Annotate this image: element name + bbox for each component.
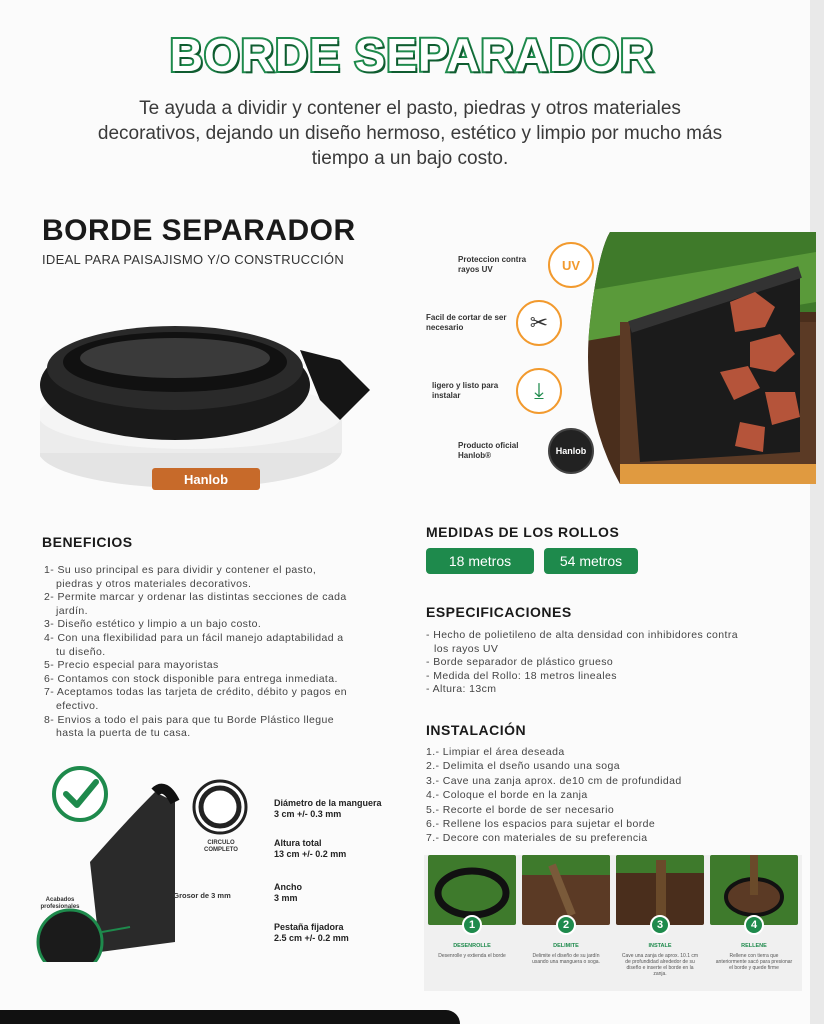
feature-light: [432, 368, 562, 414]
step-desc: Desenrolle y extienda el borde: [438, 953, 506, 959]
product-title: BORDE SEPARADOR: [42, 214, 356, 247]
border-diagram: [30, 762, 280, 962]
benefits-list: [44, 564, 394, 741]
install-list: [426, 745, 806, 846]
list-item: 6.- Rellene los espacios para sujetar el borde: [426, 818, 656, 831]
circle-label: CIRCULO COMPLETO: [204, 840, 238, 853]
install-steps-strip: [424, 855, 802, 991]
brand-label: Hanlob: [183, 472, 229, 487]
size-option-54: 54 metros: [544, 548, 638, 574]
sizes-title: MEDIDAS DE LOS ROLLOS: [426, 524, 620, 540]
scissors-icon: ✂: [516, 300, 562, 346]
specs-list: [426, 629, 806, 697]
list-item: 6- Contamos con stock disponible para entrega inmediata.: [44, 672, 338, 685]
step-3: [616, 855, 704, 977]
list-item: 7.- Decore con materiales de su preferencia: [426, 832, 648, 845]
headline-subtitle: Te ayuda a dividir y contener el pasto, piedras y otros materiales decorativos, dejando un diseño hermoso, estético y limpio por mucho más tiempo a un bajo costo.: [97, 98, 723, 169]
spec-height: Altura total 13 cm +/- 0.2 mm: [274, 838, 347, 859]
list-item: - Medida del Rollo: 18 metros lineales: [426, 669, 617, 682]
list-item: - Borde separador de plástico grueso: [426, 656, 614, 669]
spec-flange: Pestaña fijadora 2.5 cm +/- 0.2 mm: [274, 922, 349, 943]
feature-uv: [458, 242, 594, 288]
finish-label: Acabados profesionales: [40, 897, 80, 910]
side-strip: [810, 0, 824, 1024]
download-box-icon: ⤓: [516, 368, 562, 414]
specs-title: ESPECIFICACIONES: [426, 604, 572, 620]
list-item: 1- Su uso principal es para dividir y contener el pasto,: [44, 564, 317, 576]
list-item: 2- Permite marcar y ordenar las distintas secciones de cada: [44, 591, 347, 604]
step-title: DESENROLLE: [453, 943, 491, 949]
product-subtitle: IDEAL PARA PAISAJISMO Y/O CONSTRUCCIÓN: [42, 252, 345, 267]
list-item: 4.- Coloque el borde en la zanja: [426, 789, 588, 802]
feature-official: [458, 428, 594, 474]
benefits-title: BENEFICIOS: [42, 534, 133, 550]
feature-cut-label: Facil de cortar de ser necesario: [426, 313, 507, 332]
product-roll-image: [40, 290, 390, 500]
step-4: [710, 855, 798, 971]
feature-official-label: Producto oficial Hanlob®: [458, 441, 519, 460]
list-item: 4- Con una flexibilidad para un fácil manejo adaptabilidad a: [44, 631, 344, 644]
list-item: 5.- Recorte el borde de ser necesario: [426, 803, 615, 816]
step-title: INSTALE: [648, 943, 672, 949]
feature-light-label: ligero y listo para instalar: [432, 381, 499, 400]
step-number: 4: [744, 915, 764, 935]
list-item: 1.- Limpiar el área deseada: [426, 746, 565, 758]
step-desc: Cave una zanja de aprox. 10.1 cm de profundidad alrededor de su diseño e inserte el borde en la zanja.: [621, 953, 699, 977]
check-circle-icon: [54, 768, 106, 820]
spec-diameter: Diámetro de la manguera 3 cm +/- 0.3 mm: [274, 798, 382, 819]
step-desc: Rellene con tierra que anteriormente sacó para presionar el borde y quede firme: [715, 953, 793, 971]
install-title: INSTALACIÓN: [426, 722, 527, 738]
list-item: hasta la puerta de tu casa.: [56, 727, 191, 740]
size-option-18: 18 metros: [426, 548, 534, 574]
feature-uv-label: Proteccion contra rayos UV: [458, 255, 527, 274]
list-item: 3- Diseño estético y limpio a un bajo costo.: [44, 618, 262, 631]
step-number: 1: [462, 915, 482, 935]
list-item: 8- Envios a todo el pais para que tu Borde Plástico llegue: [44, 713, 334, 726]
footer-bar: [0, 1010, 460, 1024]
list-item: 3.- Cave una zanja aprox. de10 cm de profundidad: [426, 774, 682, 787]
step-1: [428, 855, 516, 959]
garden-border-photo: [580, 232, 816, 484]
step-title: DELIMITE: [553, 943, 579, 949]
step-number: 3: [650, 915, 670, 935]
list-item: 5- Precio especial para mayoristas: [44, 659, 219, 672]
step-desc: Delimite el diseño de su jardín usando una manguera o soga.: [532, 953, 600, 965]
list-item: 2.- Delimita el dseño usando una soga: [426, 760, 620, 773]
list-item: efectivo.: [56, 699, 99, 712]
spec-width: Ancho 3 mm: [274, 882, 302, 903]
uv-icon: UV: [548, 242, 594, 288]
feature-cut: [426, 300, 562, 346]
list-item: - Altura: 13cm: [426, 683, 497, 696]
list-item: 7- Aceptamos todas las tarjeta de crédito, débito y pagos en: [44, 686, 348, 699]
step-2: [522, 855, 610, 965]
step-title: RELLENE: [741, 943, 767, 949]
list-item: tu diseño.: [56, 645, 106, 658]
hanlob-badge-icon: Hanlob: [548, 428, 594, 474]
list-item: - Hecho de polietileno de alta densidad con inhibidores contra: [426, 629, 738, 641]
thickness-label: Grosor de 3 mm: [173, 891, 231, 900]
step-number: 2: [556, 915, 576, 935]
list-item: jardín.: [56, 604, 88, 617]
list-item: los rayos UV: [434, 642, 499, 655]
headline: BORDE SEPARADOR: [169, 29, 655, 81]
list-item: piedras y otros materiales decorativos.: [56, 577, 252, 590]
